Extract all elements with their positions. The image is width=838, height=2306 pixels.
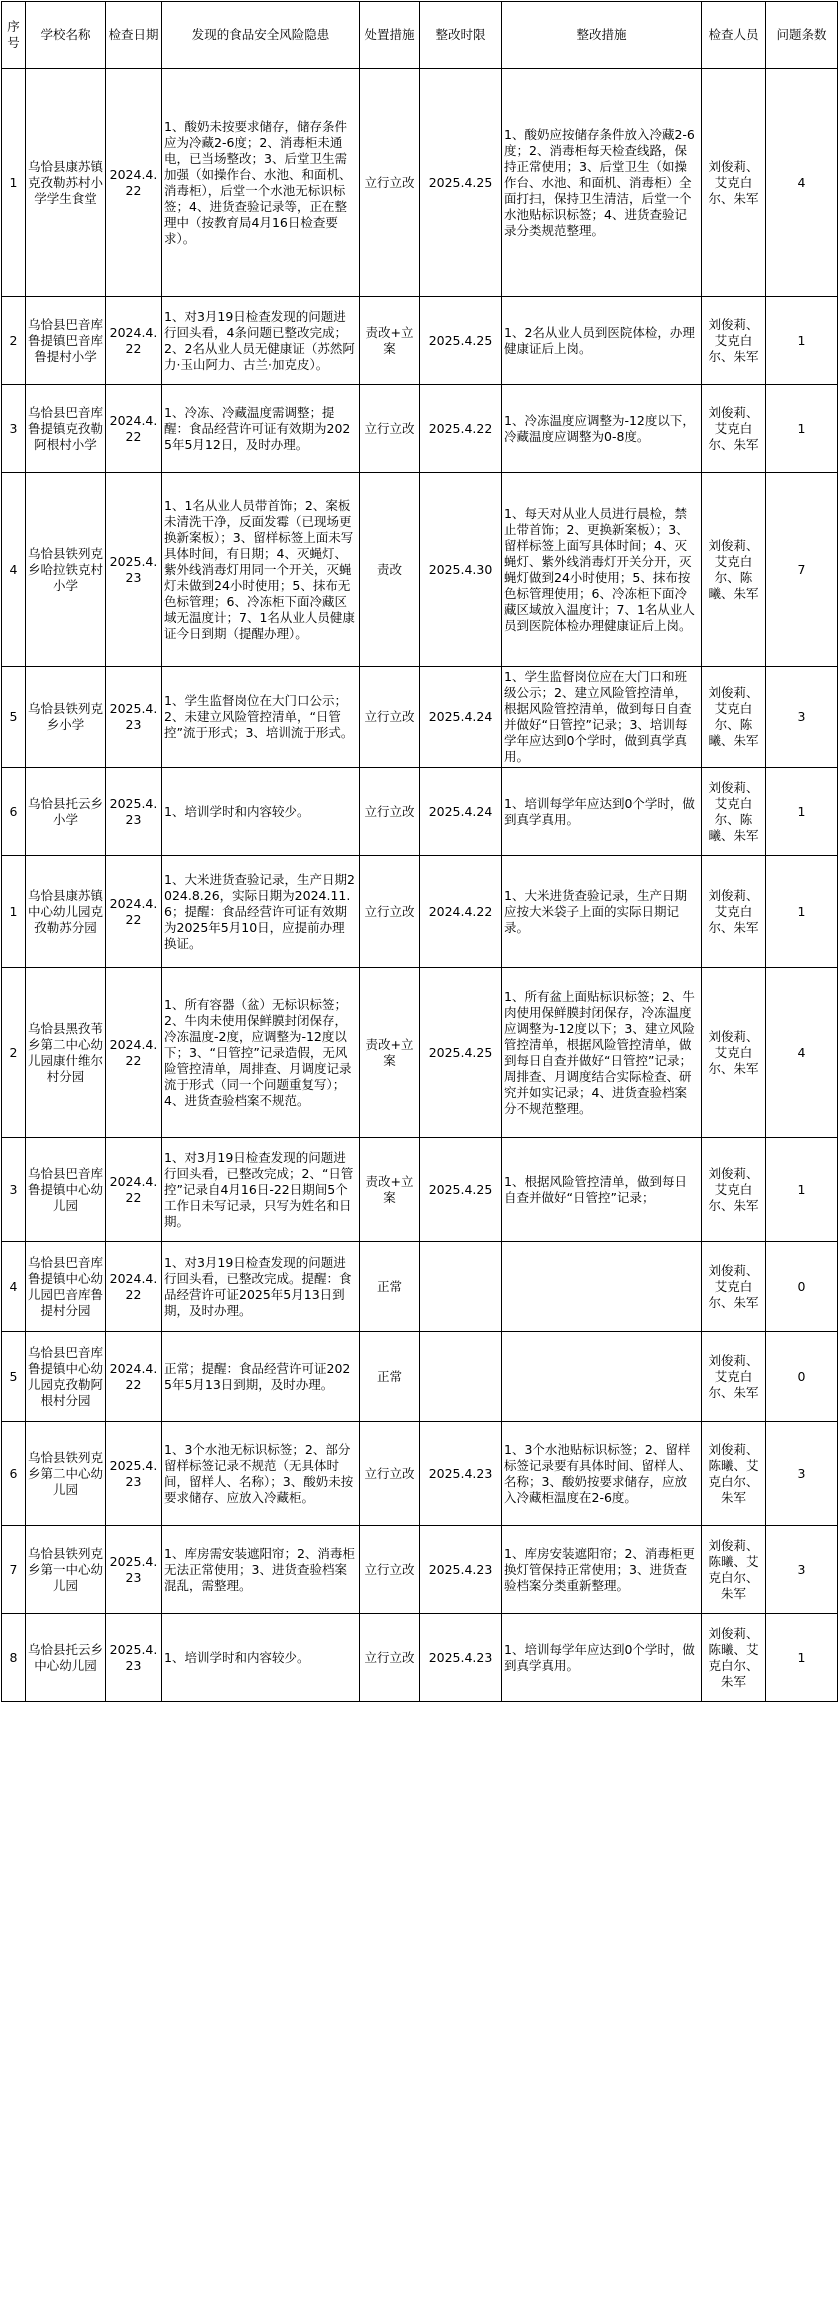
cell-date: 2024.4.22 bbox=[106, 297, 162, 385]
cell-date: 2024.4.22 bbox=[106, 69, 162, 297]
table-row bbox=[2, 473, 838, 667]
cell-action: 立行立改 bbox=[360, 667, 420, 768]
cell-risk: 正常；提醒：食品经营许可证2025年5月13日到期，及时办理。 bbox=[162, 1332, 360, 1422]
cell-measure: 1、酸奶应按储存条件放入冷藏2-6度；2、消毒柜每天检查线路，保持正常使用；3、后堂卫生（如操作台、水池、和面机、消毒柜）全面打扫，保持卫生清洁，后堂一个水池贴标识标签；4、进货查验记录分类规范整理。 bbox=[502, 69, 702, 297]
cell-risk: 1、3个水池无标识标签；2、部分留样标签记录不规范（无具体时间，留样人、名称）；3、酸奶未按要求储存、应放入冷藏柜。 bbox=[162, 1422, 360, 1526]
cell-no: 3 bbox=[2, 1138, 26, 1242]
cell-count: 3 bbox=[766, 1526, 838, 1614]
table-row bbox=[2, 1614, 838, 1702]
cell-deadline: 2025.4.23 bbox=[420, 1614, 502, 1702]
cell-no: 3 bbox=[2, 385, 26, 473]
cell-measure: 1、库房安装遮阳帘；2、消毒柜更换灯管保持正常使用；3、进货查验档案分类重新整理。 bbox=[502, 1526, 702, 1614]
cell-deadline: 2025.4.25 bbox=[420, 968, 502, 1138]
table-body bbox=[2, 69, 838, 1702]
header-risk: 发现的食品安全风险隐患 bbox=[162, 2, 360, 69]
cell-action: 立行立改 bbox=[360, 1422, 420, 1526]
cell-date: 2025.4.23 bbox=[106, 667, 162, 768]
table-row bbox=[2, 385, 838, 473]
header-count: 问题条数 bbox=[766, 2, 838, 69]
cell-risk: 1、酸奶未按要求储存，储存条件应为冷藏2-6度；2、消毒柜未通电，已当场整改；3、后堂卫生需加强（如操作台、水池、和面机、消毒柜），后堂一个水池无标识标签；4、进货查验记录等，正在整理中（按教育局4月16日检查要求）。 bbox=[162, 69, 360, 297]
cell-inspectors: 刘俊莉、陈曦、艾克白尔、朱军 bbox=[702, 1614, 766, 1702]
cell-deadline bbox=[420, 1242, 502, 1332]
cell-measure bbox=[502, 1242, 702, 1332]
cell-date: 2025.4.23 bbox=[106, 1614, 162, 1702]
inspection-table bbox=[1, 1, 838, 1702]
cell-risk: 1、所有容器（盆）无标识标签；2、牛肉未使用保鲜膜封闭保存，冷冻温度-2度，应调整为-12度以下；3、“日管控”记录造假，无风险管控清单，周排查、月调度记录流于形式（同一个问题重复写）；4、进货查验档案不规范。 bbox=[162, 968, 360, 1138]
cell-date: 2025.4.23 bbox=[106, 473, 162, 667]
cell-school: 乌恰县巴音库鲁提镇巴音库鲁提村小学 bbox=[26, 297, 106, 385]
cell-inspectors: 刘俊莉、艾克白尔、朱军 bbox=[702, 69, 766, 297]
cell-measure: 1、所有盆上面贴标识标签；2、牛肉使用保鲜膜封闭保存，冷冻温度应调整为-12度以下；3、建立风险管控清单，根据风险管控清单，做到每日自查并做好“日管控”记录；周排查、月调度结合实际检查、研究并如实记录；4、进货查验档案分不规范整理。 bbox=[502, 968, 702, 1138]
cell-school: 乌恰县托云乡小学 bbox=[26, 768, 106, 856]
cell-measure: 1、3个水池贴标识标签；2、留样标签记录要有具体时间、留样人、名称；3、酸奶按要求储存，应放入冷藏柜温度在2-6度。 bbox=[502, 1422, 702, 1526]
cell-school: 乌恰县铁列克乡哈拉铁克村小学 bbox=[26, 473, 106, 667]
header-inspectors: 检查人员 bbox=[702, 2, 766, 69]
cell-action: 责改 bbox=[360, 473, 420, 667]
cell-inspectors: 刘俊莉、艾克白尔、陈曦、朱军 bbox=[702, 667, 766, 768]
cell-action: 立行立改 bbox=[360, 385, 420, 473]
cell-school: 乌恰县康苏镇中心幼儿园克孜勒苏分园 bbox=[26, 856, 106, 968]
cell-inspectors: 刘俊莉、陈曦、艾克白尔、朱军 bbox=[702, 1422, 766, 1526]
cell-measure: 1、冷冻温度应调整为-12度以下，冷藏温度应调整为0-8度。 bbox=[502, 385, 702, 473]
cell-deadline: 2025.4.30 bbox=[420, 473, 502, 667]
cell-measure: 1、根据风险管控清单，做到每日自查并做好“日管控”记录； bbox=[502, 1138, 702, 1242]
cell-no: 6 bbox=[2, 1422, 26, 1526]
header-deadline: 整改时限 bbox=[420, 2, 502, 69]
cell-count: 1 bbox=[766, 768, 838, 856]
cell-risk: 1、1名从业人员带首饰；2、案板未清洗干净，反面发霉（已现场更换新案板）；3、留样标签上面未写具体时间，有日期；4、灭蝇灯、紫外线消毒灯用同一个开关，灭蝇灯未做到24小时使用；5、抹布无色标管理；6、冷冻柜下面冷藏区域无温度计；7、1名从业人员健康证今日到期（提醒办理）。 bbox=[162, 473, 360, 667]
table-row bbox=[2, 297, 838, 385]
cell-count: 1 bbox=[766, 1614, 838, 1702]
cell-deadline: 2025.4.25 bbox=[420, 69, 502, 297]
cell-school: 乌恰县铁列克乡第二中心幼儿园 bbox=[26, 1422, 106, 1526]
header-measure: 整改措施 bbox=[502, 2, 702, 69]
cell-inspectors: 刘俊莉、艾克白尔、朱军 bbox=[702, 297, 766, 385]
cell-risk: 1、大米进货查验记录，生产日期2024.8.26，实际日期为2024.11.6；提醒：食品经营许可证有效期为2025年5月10日，应提前办理换证。 bbox=[162, 856, 360, 968]
cell-risk: 1、库房需安装遮阳帘；2、消毒柜无法正常使用；3、进货查验档案混乱，需整理。 bbox=[162, 1526, 360, 1614]
cell-count: 1 bbox=[766, 297, 838, 385]
cell-date: 2024.4.22 bbox=[106, 385, 162, 473]
cell-risk: 1、培训学时和内容较少。 bbox=[162, 1614, 360, 1702]
cell-inspectors: 刘俊莉、艾克白尔、朱军 bbox=[702, 968, 766, 1138]
cell-date: 2024.4.22 bbox=[106, 856, 162, 968]
cell-inspectors: 刘俊莉、艾克白尔、陈曦、朱军 bbox=[702, 768, 766, 856]
cell-inspectors: 刘俊莉、艾克白尔、朱军 bbox=[702, 1242, 766, 1332]
cell-school: 乌恰县康苏镇克孜勒苏村小学学生食堂 bbox=[26, 69, 106, 297]
cell-school: 乌恰县托云乡中心幼儿园 bbox=[26, 1614, 106, 1702]
cell-action: 责改+立案 bbox=[360, 297, 420, 385]
table-row bbox=[2, 856, 838, 968]
cell-count: 1 bbox=[766, 856, 838, 968]
table-row bbox=[2, 667, 838, 768]
cell-count: 0 bbox=[766, 1242, 838, 1332]
cell-date: 2025.4.23 bbox=[106, 1422, 162, 1526]
cell-count: 0 bbox=[766, 1332, 838, 1422]
header-no: 序号 bbox=[2, 2, 26, 69]
cell-date: 2025.4.23 bbox=[106, 1526, 162, 1614]
cell-count: 4 bbox=[766, 968, 838, 1138]
cell-risk: 1、对3月19日检查发现的问题进行回头看，已整改完成。提醒：食品经营许可证2025年5月13日到期，及时办理。 bbox=[162, 1242, 360, 1332]
cell-action: 责改+立案 bbox=[360, 1138, 420, 1242]
cell-school: 乌恰县铁列克乡小学 bbox=[26, 667, 106, 768]
cell-count: 4 bbox=[766, 69, 838, 297]
cell-risk: 1、对3月19日检查发现的问题进行回头看，已整改完成；2、“日管控”记录自4月16日-22日期间5个工作日未写记录，只写为姓名和日期。 bbox=[162, 1138, 360, 1242]
cell-inspectors: 刘俊莉、艾克白尔、朱军 bbox=[702, 856, 766, 968]
cell-risk: 1、培训学时和内容较少。 bbox=[162, 768, 360, 856]
cell-date: 2025.4.23 bbox=[106, 768, 162, 856]
cell-no: 7 bbox=[2, 1526, 26, 1614]
cell-action: 立行立改 bbox=[360, 1614, 420, 1702]
cell-measure: 1、大米进货查验记录，生产日期应按大米袋子上面的实际日期记录。 bbox=[502, 856, 702, 968]
cell-deadline: 2025.4.24 bbox=[420, 768, 502, 856]
cell-deadline: 2025.4.22 bbox=[420, 385, 502, 473]
cell-date: 2024.4.22 bbox=[106, 968, 162, 1138]
cell-no: 2 bbox=[2, 968, 26, 1138]
cell-no: 8 bbox=[2, 1614, 26, 1702]
header-date: 检查日期 bbox=[106, 2, 162, 69]
cell-school: 乌恰县巴音库鲁提镇中心幼儿园巴音库鲁提村分园 bbox=[26, 1242, 106, 1332]
cell-count: 7 bbox=[766, 473, 838, 667]
cell-action: 正常 bbox=[360, 1242, 420, 1332]
cell-school: 乌恰县铁列克乡第一中心幼儿园 bbox=[26, 1526, 106, 1614]
cell-risk: 1、学生监督岗位在大门口公示；2、未建立风险管控清单，“日管控”流于形式；3、培训流于形式。 bbox=[162, 667, 360, 768]
cell-school: 乌恰县黑孜苇乡第二中心幼儿园康什维尔村分园 bbox=[26, 968, 106, 1138]
cell-no: 1 bbox=[2, 856, 26, 968]
table-row bbox=[2, 69, 838, 297]
cell-no: 5 bbox=[2, 667, 26, 768]
cell-no: 1 bbox=[2, 69, 26, 297]
cell-school: 乌恰县巴音库鲁提镇中心幼儿园克孜勒阿根村分园 bbox=[26, 1332, 106, 1422]
cell-action: 立行立改 bbox=[360, 1526, 420, 1614]
cell-deadline: 2025.4.25 bbox=[420, 297, 502, 385]
cell-inspectors: 刘俊莉、艾克白尔、朱军 bbox=[702, 1138, 766, 1242]
cell-deadline: 2025.4.25 bbox=[420, 1138, 502, 1242]
cell-no: 4 bbox=[2, 1242, 26, 1332]
cell-deadline: 2025.4.23 bbox=[420, 1526, 502, 1614]
cell-action: 立行立改 bbox=[360, 768, 420, 856]
cell-deadline bbox=[420, 1332, 502, 1422]
cell-risk: 1、对3月19日检查发现的问题进行回头看，4条问题已整改完成；2、2名从业人员无健康证（苏然阿力·玉山阿力、古兰·加克皮）。 bbox=[162, 297, 360, 385]
cell-no: 4 bbox=[2, 473, 26, 667]
cell-measure: 1、2名从业人员到医院体检，办理健康证后上岗。 bbox=[502, 297, 702, 385]
cell-measure: 1、每天对从业人员进行晨检，禁止带首饰；2、更换新案板）；3、留样标签上面写具体时间；4、灭蝇灯、紫外线消毒灯开关分开，灭蝇灯做到24小时使用；5、抹布按色标管理使用；6、冷冻柜下面冷藏区域放入温度计；7、1名从业人员到医院体检办理健康证后上岗。 bbox=[502, 473, 702, 667]
cell-inspectors: 刘俊莉、艾克白尔、陈曦、朱军 bbox=[702, 473, 766, 667]
header-row bbox=[2, 2, 838, 69]
table-row bbox=[2, 1526, 838, 1614]
cell-measure: 1、培训每学年应达到0个学时，做到真学真用。 bbox=[502, 768, 702, 856]
cell-date: 2024.4.22 bbox=[106, 1242, 162, 1332]
cell-no: 5 bbox=[2, 1332, 26, 1422]
table-row bbox=[2, 768, 838, 856]
cell-no: 6 bbox=[2, 768, 26, 856]
cell-action: 立行立改 bbox=[360, 69, 420, 297]
cell-no: 2 bbox=[2, 297, 26, 385]
cell-inspectors: 刘俊莉、艾克白尔、朱军 bbox=[702, 385, 766, 473]
cell-date: 2024.4.22 bbox=[106, 1138, 162, 1242]
cell-deadline: 2024.4.22 bbox=[420, 856, 502, 968]
cell-count: 3 bbox=[766, 1422, 838, 1526]
header-action: 处置措施 bbox=[360, 2, 420, 69]
cell-deadline: 2025.4.24 bbox=[420, 667, 502, 768]
table-row bbox=[2, 1242, 838, 1332]
table-row bbox=[2, 1332, 838, 1422]
cell-action: 立行立改 bbox=[360, 856, 420, 968]
cell-measure: 1、学生监督岗位应在大门口和班级公示；2、建立风险管控清单，根据风险管控清单，做到每日自查并做好“日管控”记录；3、培训每学年应达到0个学时，做到真学真用。 bbox=[502, 667, 702, 768]
cell-date: 2024.4.22 bbox=[106, 1332, 162, 1422]
cell-school: 乌恰县巴音库鲁提镇中心幼儿园 bbox=[26, 1138, 106, 1242]
table-row bbox=[2, 1422, 838, 1526]
cell-action: 责改+立案 bbox=[360, 968, 420, 1138]
cell-deadline: 2025.4.23 bbox=[420, 1422, 502, 1526]
cell-count: 1 bbox=[766, 1138, 838, 1242]
cell-risk: 1、冷冻、冷藏温度需调整；提醒：食品经营许可证有效期为2025年5月12日，及时办理。 bbox=[162, 385, 360, 473]
cell-measure: 1、培训每学年应达到0个学时，做到真学真用。 bbox=[502, 1614, 702, 1702]
cell-inspectors: 刘俊莉、艾克白尔、朱军 bbox=[702, 1332, 766, 1422]
table-row bbox=[2, 1138, 838, 1242]
header-school: 学校名称 bbox=[26, 2, 106, 69]
cell-school: 乌恰县巴音库鲁提镇克孜勒阿根村小学 bbox=[26, 385, 106, 473]
cell-measure bbox=[502, 1332, 702, 1422]
table-row bbox=[2, 968, 838, 1138]
cell-action: 正常 bbox=[360, 1332, 420, 1422]
cell-count: 1 bbox=[766, 385, 838, 473]
cell-inspectors: 刘俊莉、陈曦、艾克白尔、朱军 bbox=[702, 1526, 766, 1614]
cell-count: 3 bbox=[766, 667, 838, 768]
